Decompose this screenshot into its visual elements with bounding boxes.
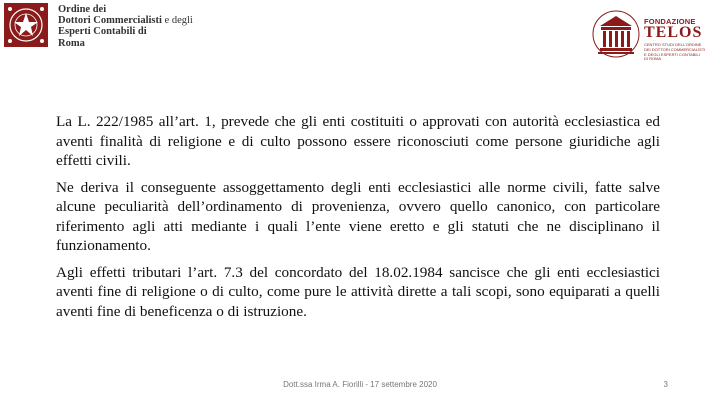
ordine-line2-rest: e degli <box>161 15 193 27</box>
ordine-crest-icon <box>2 1 50 49</box>
footer-author-date: Dott.ssa Irma A. Fiorilli - 17 settembre 2020 <box>283 380 437 389</box>
ordine-line3: Esperti Contabili di <box>58 26 147 38</box>
telos-label: TELOS <box>644 24 703 41</box>
page-number: 3 <box>663 380 668 389</box>
telos-subtitle <box>644 43 705 62</box>
paragraph: Agli effetti tributari l’art. 7.3 del concordato del 18.02.1984 sancisce che gli enti ecclesiastici aventi fine di religione o di culto, come pure le attività dirette a tali scopi, sono equiparati a quelli aventi fine di beneficenza o di istruzione. <box>56 263 660 320</box>
ordine-line4: Roma <box>58 37 85 49</box>
slide-body <box>56 112 660 328</box>
ordine-line1: Ordine dei <box>58 4 107 15</box>
ordine-line2: Dottori Commercialisti <box>58 15 162 27</box>
paragraph: Ne deriva il conseguente assoggettamento degli enti ecclesiastici alle norme civili, fatte salve alcune peculiarità dell’ordinamento di provenienza, ovvero quello canonico, con particolare riferimento agli atti mediante i quali l’ente viene eretto e gli statuti che ne disciplinano il funzionamento. <box>56 178 660 254</box>
ordine-name <box>58 4 193 49</box>
ordine-logo <box>2 1 202 51</box>
telos-logo <box>592 4 716 64</box>
telos-sub-line: DI ROMA <box>644 56 662 62</box>
paragraph: La L. 222/1985 all’art. 1, prevede che gli enti costituiti o approvati con autorità ecclesiastica ed aventi finalità di religione e di culto possono essere riconosciuti come persone giuridiche agli effetti civili. <box>56 113 660 169</box>
temple-icon <box>592 4 640 64</box>
telos-sub-line: CENTRO STUDI DELL'ORDINE <box>644 42 702 47</box>
telos-sub-line: DEI DOTTORI COMMERCIALISTI <box>644 46 706 52</box>
telos-sub-line: E DEGLI ESPERTI CONTABILI <box>644 51 700 57</box>
fondazione-label: FONDAZIONE <box>644 17 696 26</box>
